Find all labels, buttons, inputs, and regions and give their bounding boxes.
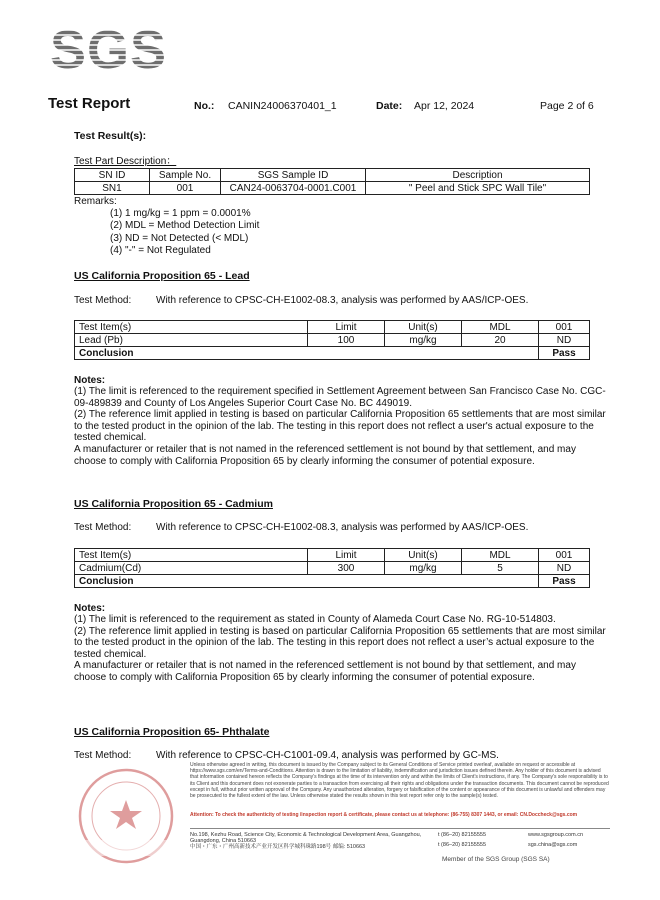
footer-address-cn: 中国・广东・广州高新技术产业开发区科学城科珠路198号 邮编: 510663: [190, 844, 366, 850]
report-no-label: No.:: [194, 100, 215, 112]
header-cell: Description: [366, 169, 590, 182]
svg-text:SGS: SGS: [50, 20, 168, 80]
footer-web-1: www.sgsgroup.com.cn: [528, 832, 584, 838]
cadmium-result-table: [74, 548, 590, 588]
header-cell: Limit: [308, 549, 385, 562]
date-label: Date:: [376, 100, 403, 112]
report-no-value: CANIN24006370401_1: [228, 100, 337, 112]
header-cell: SGS Sample ID: [221, 169, 366, 182]
table-header-row: [75, 321, 590, 334]
lead-notes: [74, 386, 609, 467]
header-cell: Limit: [308, 321, 385, 334]
table-cell: Lead (Pb): [75, 334, 308, 347]
table-cell: 20: [462, 334, 539, 347]
cadmium-notes-title: Notes:: [74, 603, 106, 614]
remark-item: (3) ND = Not Detected (< MDL): [110, 233, 249, 244]
phthalate-section-title: US California Proposition 65- Phthalate: [74, 726, 270, 738]
table-cell: mg/kg: [385, 334, 462, 347]
table-cell: mg/kg: [385, 562, 462, 575]
lead-section-title: US California Proposition 65 - Lead: [74, 270, 250, 282]
conclusion-row: [75, 575, 590, 588]
date-value: Apr 12, 2024: [414, 100, 475, 112]
table-cell: 001: [150, 182, 221, 195]
conclusion-label: Conclusion: [75, 575, 539, 588]
footer-tel-2: t (86–20) 82155555: [438, 842, 487, 848]
cadmium-section-title: US California Proposition 65 - Cadmium: [74, 498, 273, 510]
part-desc-table: [74, 168, 590, 195]
header-cell: Unit(s): [385, 321, 462, 334]
lead-notes-title: Notes:: [74, 375, 106, 386]
cadmium-method-label: Test Method:: [74, 522, 132, 533]
header-cell: 001: [539, 549, 590, 562]
table-cell: 5: [462, 562, 539, 575]
header-cell: Test Item(s): [75, 321, 308, 334]
conclusion-row: [75, 347, 590, 360]
note-paragraph: A manufacturer or retailer that is not named in the referenced settlement is not bound by that settlement, and may choose to comply with California Proposition 65 by clearly informing the consumer of potential exposure.: [74, 443, 576, 467]
table-header-row: [75, 549, 590, 562]
cadmium-notes: [74, 614, 609, 684]
cadmium-method: With reference to CPSC-CH-E1002-08.3, analysis was performed by AAS/ICP-OES.: [156, 522, 529, 533]
part-desc-title: Test Part Description：: [74, 156, 177, 167]
header-cell: Test Item(s): [75, 549, 308, 562]
header-cell: SN ID: [75, 169, 150, 182]
table-row: [75, 562, 590, 575]
remark-item: (1) 1 mg/kg = 1 ppm = 0.0001%: [110, 208, 251, 219]
phthalate-method: With reference to CPSC-CH-C1001-09.4, analysis was performed by GC-MS.: [156, 750, 499, 761]
header-cell: Unit(s): [385, 549, 462, 562]
table-cell: ND: [539, 562, 590, 575]
table-cell: CAN24-0063704-0001.C001: [221, 182, 366, 195]
page-number: Page 2 of 6: [540, 100, 594, 112]
table-cell: SN1: [75, 182, 150, 195]
remark-item: (4) "-" = Not Regulated: [110, 245, 211, 256]
table-cell: Cadmium(Cd): [75, 562, 308, 575]
remark-item: (2) MDL = Method Detection Limit: [110, 220, 260, 231]
remarks-title: Remarks:: [74, 196, 117, 207]
footer-address-en: No.198, Kezhu Road, Science City, Economic & Technological Development Area, Guangzhou, Guangdong, China 510663: [190, 832, 422, 844]
results-title: Test Result(s):: [74, 130, 147, 142]
lead-method: With reference to CPSC-CH-E1002-08.3, analysis was performed by AAS/ICP-OES.: [156, 295, 529, 306]
note-paragraph: (2) The reference limit applied in testing is based on particular California Proposition 65 settlements that are most similar to the tested product in the opinion of the lab. The testing in this report does not reflect a user's actual exposure to the tested chemical.: [74, 409, 606, 444]
lead-method-label: Test Method:: [74, 295, 132, 306]
header-cell: 001: [539, 321, 590, 334]
footer-web-2: sgs.china@sgs.com: [528, 842, 578, 848]
table-header-row: [75, 169, 590, 182]
header-cell: MDL: [462, 549, 539, 562]
footer-disclaimer: Unless otherwise agreed in writing, this document is issued by the Company subject to its General Conditions of Service printed overleaf, available on request or accessible at https://www.sgs.com/en/Terms-and-Conditions. Attention is drawn to the limitation of liability, indemnification and jurisdiction issues defined therein. Any holder of this document is advised that information contained hereon reflects the Company's findings at the time of its intervention only and within the limits of Client's instructions, if any. The Company's sole responsibility is to its Client and this document does not exonerate parties to a transaction from exercising all their rights and obligations under the transaction documents. This document cannot be reproduced except in full, without prior written approval of the Company. Any unauthorized alteration, forgery or falsification of the content or appearance of this document is unlawful and offenders may be prosecuted to the fullest extent of the law. Unless otherwise stated the results shown in this test report refer only to the sample(s) tested.: [190, 762, 609, 800]
table-row: [75, 334, 590, 347]
note-paragraph: (1) The limit is referenced to the requirement as stated in County of Alameda Court Case No. RG-10-514803.: [74, 614, 556, 625]
table-cell: 300: [308, 562, 385, 575]
note-paragraph: A manufacturer or retailer that is not named in the referenced settlement is not bound by that settlement, and may choose to comply with California Proposition 65 by clearly informing the consumer of potential exposure.: [74, 660, 576, 683]
sgs-logo: [48, 18, 178, 80]
conclusion-value: Pass: [539, 575, 590, 588]
conclusion-label: Conclusion: [75, 347, 539, 360]
header-cell: MDL: [462, 321, 539, 334]
table-cell: ND: [539, 334, 590, 347]
lead-result-table: [74, 320, 590, 360]
header-cell: Sample No.: [150, 169, 221, 182]
table-cell: " Peel and Stick SPC Wall Tile": [366, 182, 590, 195]
note-paragraph: (1) The limit is referenced to the requirement specified in Settlement Agreement between San Francisco Case No. CGC-09-489839 and County of Los Angeles Superior Court Case No. BC 449019.: [74, 386, 606, 409]
note-paragraph: (2) The reference limit applied in testing is based on particular California Proposition 65 settlements that are most similar to the tested product in the opinion of the lab. The testing in this report does not reflect a user’s actual exposure to the tested chemical.: [74, 625, 606, 660]
table-cell: 100: [308, 334, 385, 347]
table-row: [75, 182, 590, 195]
footer-member: Member of the SGS Group (SGS SA): [442, 856, 550, 863]
phthalate-method-label: Test Method:: [74, 750, 132, 761]
footer-attention: Attention: To check the authenticity of testing /inspection report & certificate, please contact us at telephone: (86-755) 8307 1443, or email: CN.Doccheck@sgs.com: [190, 812, 578, 818]
footer-block: [82, 762, 610, 882]
footer-tel-1: t (86–20) 82155555: [438, 832, 487, 838]
conclusion-value: Pass: [539, 347, 590, 360]
report-title: Test Report: [48, 95, 131, 112]
footer-divider: [190, 828, 610, 829]
